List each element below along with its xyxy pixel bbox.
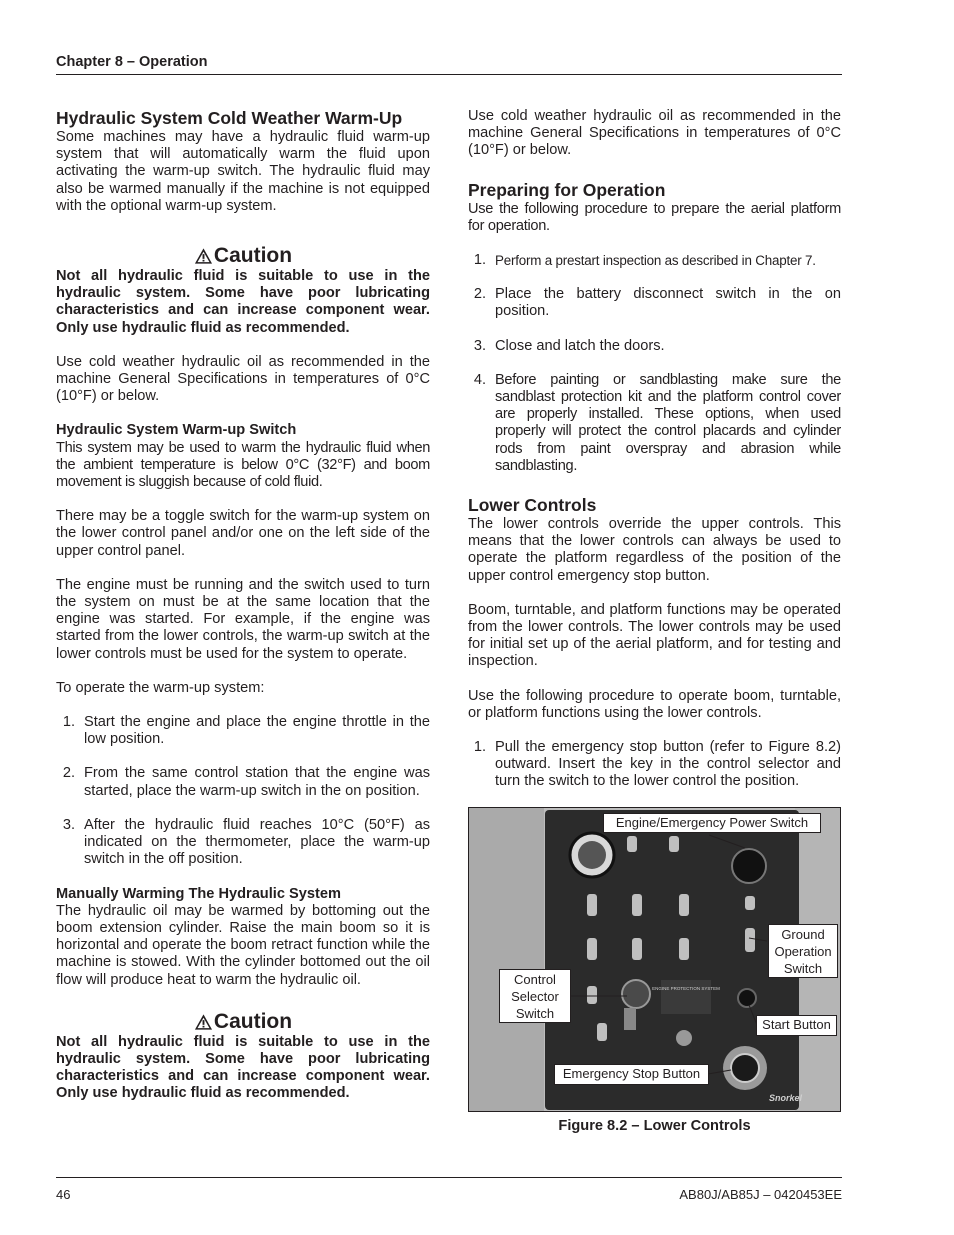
list-item: 1. Perform a prestart inspection as described in Chapter 7.: [473, 252, 816, 269]
switch-paragraph-2: There may be a toggle switch for the warm-up system on the lower control panel and/or one on the left side of the upper control panel.: [56, 508, 430, 559]
running-header: [56, 54, 842, 75]
prep-intro: Use the following procedure to prepare the aerial platform for operation.: [468, 200, 841, 234]
list-item: 4. Before painting or sandblasting make sure the sandblast protection kit and the platform control cover are properly installed. These options, when used properly will protect the control placards and cylinder rods from paint overspray and abrasion while sandblasting.: [473, 371, 841, 474]
section-title-prep: Preparing for Operation: [468, 179, 666, 200]
caution-label: Caution: [213, 244, 293, 268]
manual-warming-text: The hydraulic oil may be warmed by bottoming out the boom extension cylinder. Raise the main boom so it is horizontal and operate the boom retract function while the machine is stowed. With the cylinder bottomed out the oil flow will produce heat to warm the hydraulic oil.: [56, 902, 430, 988]
warning-triangle-icon: [194, 247, 213, 265]
list-item: 1. Pull the emergency stop button (refer to Figure 8.2) outward. Insert the key in the control selector and turn the switch to the lower control the position.: [473, 739, 841, 790]
running-footer: [56, 1177, 842, 1202]
switch-paragraph-1: This system may be used to warm the hydraulic fluid when the ambient temperature is below 0°C (32°F) and boom movement is sluggish because of cold fluid.: [56, 439, 430, 491]
subsection-title-switch: Hydraulic System Warm-up Switch: [56, 422, 297, 439]
brand-logo: Snorkel: [769, 1092, 803, 1103]
lower-controls-figure: [468, 807, 841, 1112]
section-title-lower: Lower Controls: [468, 495, 597, 516]
engine-protection-label: ENGINE PROTECTION SYSTEM: [652, 985, 720, 991]
list-item: 2. Place the battery disconnect switch in the on position.: [473, 286, 841, 320]
operate-intro: To operate the warm-up system:: [56, 679, 265, 696]
callout-start-button: Start Button: [756, 1015, 837, 1036]
list-item: 1. Start the engine and place the engine throttle in the low position.: [62, 714, 430, 748]
list-item: 3. Close and latch the doors.: [473, 337, 665, 354]
page-number: 46: [56, 1187, 71, 1202]
prep-steps: [468, 252, 841, 475]
caution-label: Caution: [213, 1009, 293, 1033]
section-title-warmup: Hydraulic System Cold Weather Warm-Up: [56, 108, 403, 128]
list-item: 3. After the hydraulic fluid reaches 10°C (50°F) as indicated on the thermometer, place the warm-up switch in the off position.: [62, 816, 430, 868]
callout-engine-power-switch: Engine/Emergency Power Switch: [603, 813, 821, 833]
caution-heading-1: [56, 244, 430, 268]
chapter-title: Chapter 8 – Operation: [56, 54, 208, 70]
warmup-steps: [56, 714, 430, 868]
lower-steps: [468, 739, 841, 791]
subsection-title-manual: Manually Warming The Hydraulic System: [56, 885, 341, 902]
callout-ground-operation-switch: Ground Operation Switch: [768, 924, 838, 978]
switch-paragraph-3: The engine must be running and the switch used to turn the system on must be at the same location that the engine was started. For example, if the engine was started from the lower controls, the warm-up switch at the lower controls must be used for the system to operate.: [56, 576, 430, 662]
cold-oil-note-right: Use cold weather hydraulic oil as recommended in the machine General Specifications in temperatures of 0°C (10°F) or below.: [468, 108, 841, 159]
lower-paragraph-3: Use the following procedure to operate boom, turntable, or platform functions using the lower controls.: [468, 687, 841, 721]
lower-paragraph-1: The lower controls override the upper controls. This means that the lower controls can always be used to operate the platform regardless of the position of the upper control emergency stop button.: [468, 516, 841, 584]
figure-caption: Figure 8.2 – Lower Controls: [558, 1117, 751, 1134]
right-column: [468, 106, 841, 1134]
callout-emergency-stop-button: Emergency Stop Button: [554, 1064, 709, 1085]
lower-paragraph-2: Boom, turntable, and platform functions may be operated from the lower controls. The lower controls may be used for initial set up of the aerial platform, and for testing and inspection.: [468, 601, 841, 670]
list-item: 2. From the same control station that the engine was started, place the warm-up switch in the on position.: [62, 765, 430, 799]
cold-oil-note: Use cold weather hydraulic oil as recommended in the machine General Specifications in temperatures of 0°C (10°F) or below.: [56, 353, 430, 405]
warning-triangle-icon: [194, 1013, 213, 1031]
document-id: AB80J/AB85J – 0420453EE: [679, 1187, 842, 1202]
caution-heading-2: [56, 1010, 430, 1034]
warmup-intro: Some machines may have a hydraulic fluid warm-up system that will automatically warm the fluid upon activating the warm-up switch. The hydraulic fluid may also be warmed manually if the machine is not equipped with the optional warm-up system.: [56, 129, 430, 214]
left-column: [56, 106, 430, 1103]
callout-control-selector-switch: Control Selector Switch: [499, 969, 571, 1023]
caution-text-1: Not all hydraulic fluid is suitable to use in the hydraulic system. Some have poor lubricating characteristics and can increase component wear. Only use hydraulic fluid as recommended.: [56, 268, 430, 336]
caution-text-2: Not all hydraulic fluid is suitable to use in the hydraulic system. Some have poor lubricating characteristics and can increase component wear. Only use hydraulic fluid as recommended.: [56, 1033, 430, 1102]
